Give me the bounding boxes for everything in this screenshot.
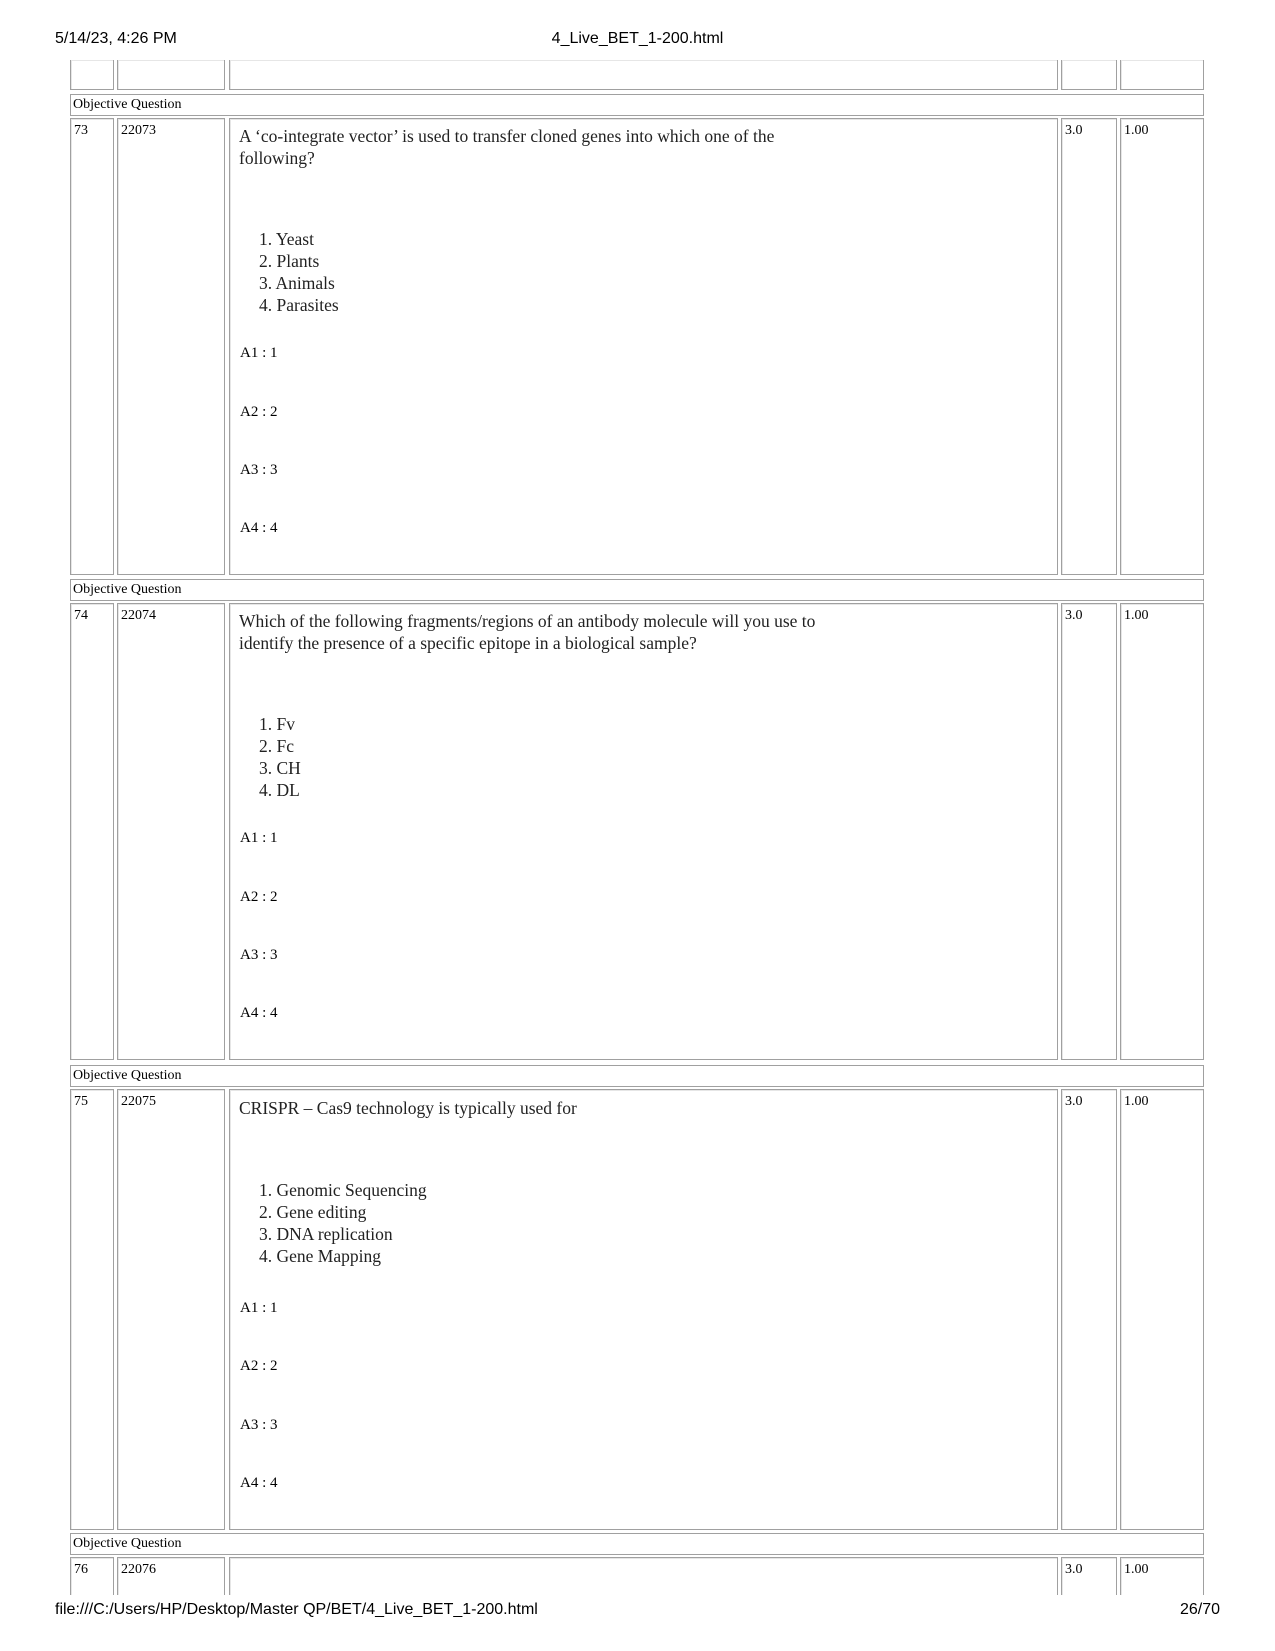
section-label: Objective Question bbox=[70, 1065, 1204, 1087]
option-item: 3. DNA replication bbox=[259, 1224, 393, 1244]
option-item: 1. Yeast bbox=[259, 229, 314, 249]
question-marks: 3.0 bbox=[1061, 1557, 1117, 1595]
answer-option: A2 : 2 bbox=[240, 404, 278, 420]
answer-option: A3 : 3 bbox=[240, 947, 278, 963]
continued-cell-negative bbox=[1120, 60, 1204, 90]
question-marks: 3.0 bbox=[1061, 1089, 1117, 1530]
answer-option: A1 : 1 bbox=[240, 830, 278, 846]
question-marks: 3.0 bbox=[1061, 603, 1117, 1060]
answer-option: A2 : 2 bbox=[240, 1358, 278, 1374]
question-id: 22075 bbox=[117, 1089, 225, 1530]
option-list bbox=[259, 713, 301, 801]
option-item: 3. CH bbox=[259, 758, 301, 778]
answer-option: A1 : 1 bbox=[240, 1300, 278, 1316]
question-number: 75 bbox=[70, 1089, 114, 1530]
question-text-line-2: following? bbox=[239, 148, 315, 168]
option-item: 2. Fc bbox=[259, 736, 294, 756]
question-negative-marks: 1.00 bbox=[1120, 1089, 1204, 1530]
option-item: 1. Fv bbox=[259, 714, 295, 734]
question-text-line-1: Which of the following fragments/regions of an antibody molecule will you use to bbox=[239, 611, 816, 631]
answer-option: A2 : 2 bbox=[240, 889, 278, 905]
section-label: Objective Question bbox=[70, 579, 1204, 601]
answer-option: A4 : 4 bbox=[240, 1005, 278, 1021]
question-body bbox=[229, 118, 1058, 575]
question-negative-marks: 1.00 bbox=[1120, 118, 1204, 575]
option-item: 2. Gene editing bbox=[259, 1202, 367, 1222]
print-file-path: file:///C:/Users/HP/Desktop/Master QP/BET/4_Live_BET_1-200.html bbox=[55, 1601, 538, 1618]
continued-cell-marks bbox=[1061, 60, 1117, 90]
print-datetime: 5/14/23, 4:26 PM bbox=[55, 30, 177, 47]
question-negative-marks: 1.00 bbox=[1120, 1557, 1204, 1595]
question-marks: 3.0 bbox=[1061, 118, 1117, 575]
question-negative-marks: 1.00 bbox=[1120, 603, 1204, 1060]
option-item: 1. Genomic Sequencing bbox=[259, 1180, 427, 1200]
answer-option: A3 : 3 bbox=[240, 462, 278, 478]
answer-option: A4 : 4 bbox=[240, 520, 278, 536]
continued-cell-id bbox=[117, 60, 225, 90]
question-body bbox=[229, 1089, 1058, 1530]
question-id: 22074 bbox=[117, 603, 225, 1060]
option-item: 3. Animals bbox=[259, 273, 335, 293]
question-text-line-1: CRISPR – Cas9 technology is typically used for bbox=[239, 1098, 577, 1118]
question-body bbox=[229, 603, 1058, 1060]
answer-option: A3 : 3 bbox=[240, 1417, 278, 1433]
option-item: 4. DL bbox=[259, 780, 300, 800]
question-number: 73 bbox=[70, 118, 114, 575]
continued-cell-body bbox=[229, 60, 1058, 90]
question-id: 22073 bbox=[117, 118, 225, 575]
question-text-line-1: A ‘co-integrate vector’ is used to transfer cloned genes into which one of the bbox=[239, 126, 775, 146]
question-id: 22076 bbox=[117, 1557, 225, 1595]
option-item: 4. Gene Mapping bbox=[259, 1246, 381, 1266]
option-list bbox=[259, 1179, 427, 1267]
option-list bbox=[259, 228, 339, 316]
question-text-line-2: identify the presence of a specific epitope in a biological sample? bbox=[239, 633, 697, 653]
option-item: 4. Parasites bbox=[259, 295, 339, 315]
answer-option: A1 : 1 bbox=[240, 345, 278, 361]
continued-cell-num bbox=[70, 60, 114, 90]
answer-option: A4 : 4 bbox=[240, 1475, 278, 1491]
question-number: 74 bbox=[70, 603, 114, 1060]
section-label: Objective Question bbox=[70, 94, 1204, 116]
section-label: Objective Question bbox=[70, 1533, 1204, 1555]
print-document-title: 4_Live_BET_1-200.html bbox=[551, 30, 724, 47]
print-page-number: 26/70 bbox=[1179, 1601, 1220, 1618]
option-item: 2. Plants bbox=[259, 251, 320, 271]
question-number: 76 bbox=[70, 1557, 114, 1595]
question-body bbox=[229, 1557, 1058, 1595]
